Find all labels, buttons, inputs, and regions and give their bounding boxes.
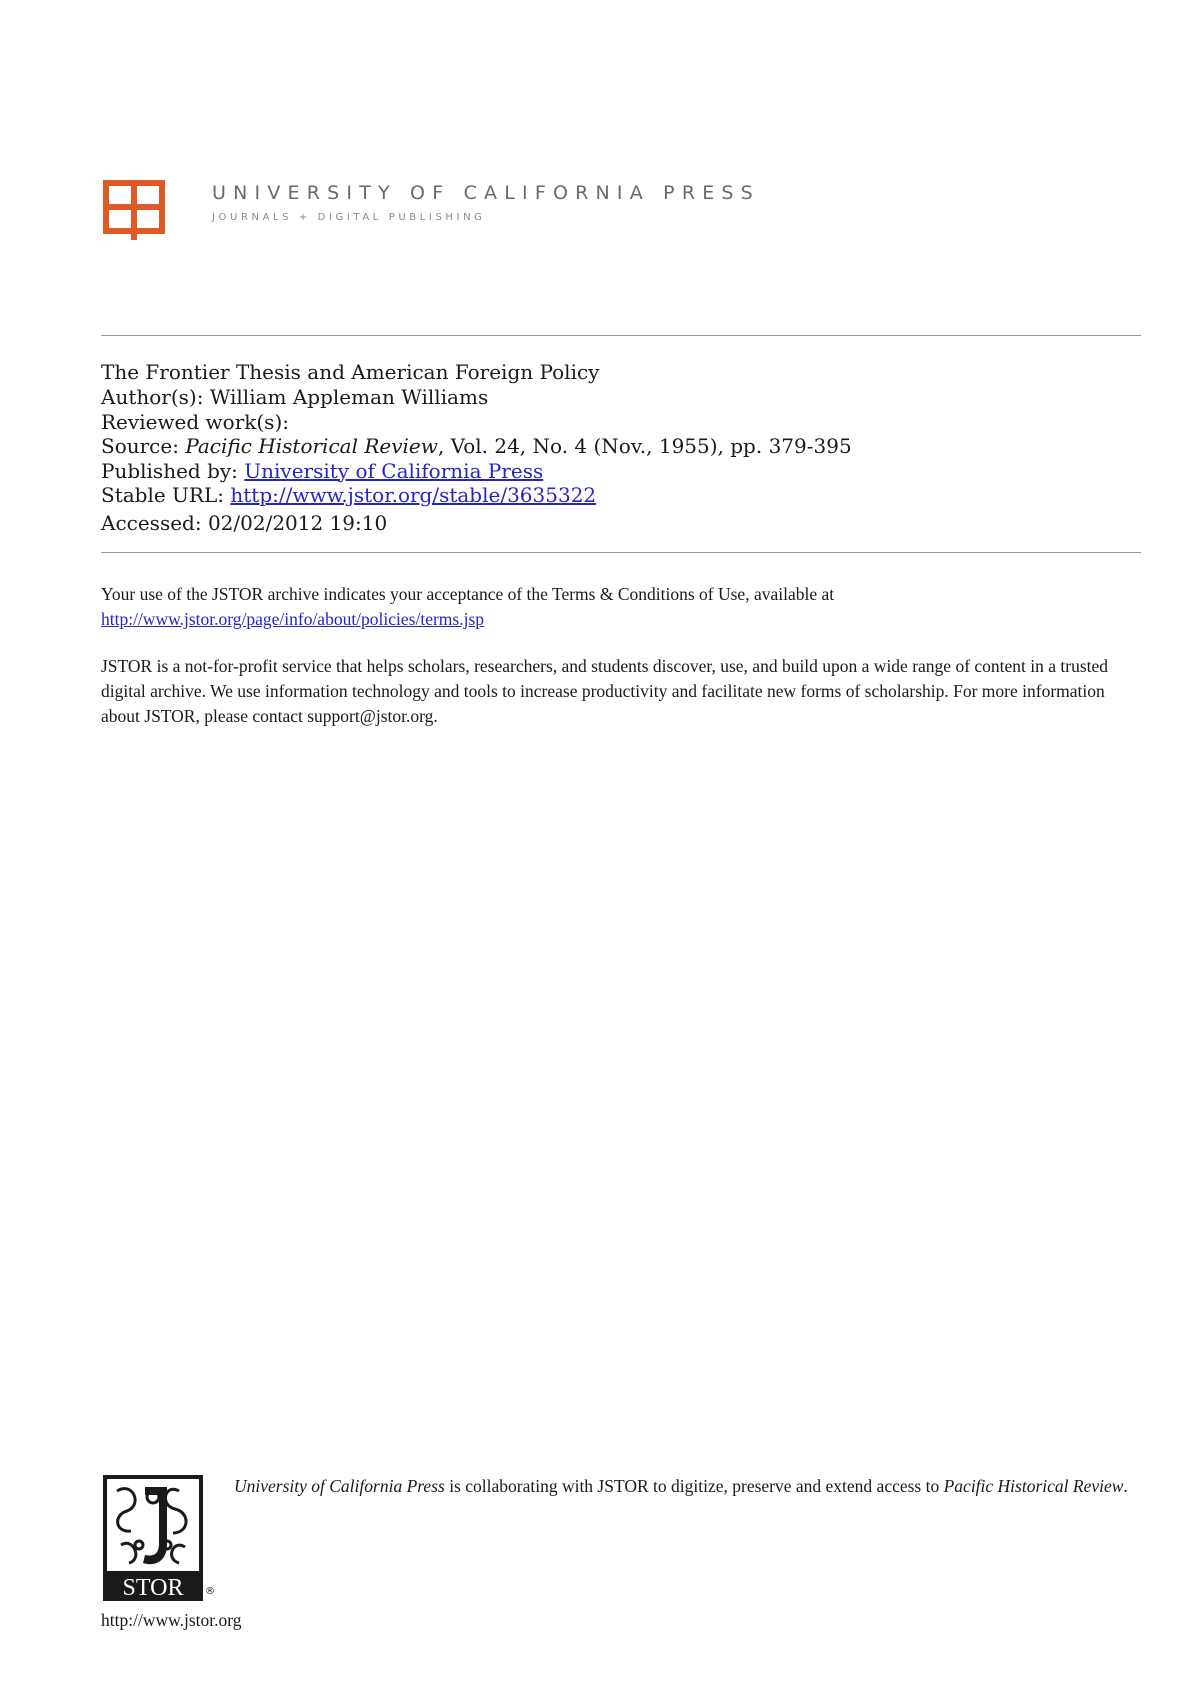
press-name: UNIVERSITY OF CALIFORNIA PRESS [212, 182, 760, 204]
stable-url-line [101, 483, 1141, 508]
accessed-date: 02/02/2012 19:10 [207, 510, 388, 535]
terms-text: Your use of the JSTOR archive indicates your acceptance of the Terms & Conditions of Use, available at [101, 584, 835, 604]
jstor-url[interactable]: http://www.jstor.org [101, 1610, 242, 1630]
article-title: The Frontier Thesis and American Foreign Policy [101, 360, 600, 384]
reviewed-line [101, 410, 1141, 435]
bottom-divider [101, 552, 1141, 553]
source-label: Source: [101, 434, 179, 458]
author-line [101, 385, 1141, 410]
source-line [101, 434, 1141, 459]
source-details: , Vol. 24, No. 4 (Nov., 1955), pp. 379-395 [437, 434, 852, 458]
publisher-link[interactable]: University of California Press [244, 458, 544, 483]
terms-notice [101, 582, 1146, 632]
press-subtitle: JOURNALS + DIGITAL PUBLISHING [212, 212, 486, 223]
top-divider [101, 335, 1141, 336]
registered-mark: ® [205, 1586, 215, 1597]
stable-url-link[interactable]: http://www.jstor.org/stable/3635322 [230, 483, 597, 507]
terms-link[interactable]: http://www.jstor.org/page/info/about/policies/terms.jsp [101, 609, 485, 629]
collab-text: is collaborating with JSTOR to digitize, preserve and extend access to [444, 1476, 944, 1496]
accessed-line [101, 511, 1141, 536]
author-label: Author(s): [101, 385, 204, 409]
reviewed-label: Reviewed work(s): [101, 409, 289, 434]
jstor-logo-text: STOR [122, 1575, 184, 1601]
published-label: Published by: [101, 458, 238, 483]
collab-journal: Pacific Historical Review [943, 1476, 1124, 1496]
ucpress-logo-icon [103, 180, 165, 242]
article-metadata [101, 360, 1141, 535]
collaboration-note [234, 1478, 1134, 1495]
collab-press: University of California Press [234, 1476, 445, 1496]
source-journal: Pacific Historical Review [185, 434, 438, 458]
stable-url-label: Stable URL: [101, 483, 224, 507]
accessed-label: Accessed: [101, 510, 202, 535]
publisher-line [101, 459, 1141, 484]
jstor-logo-icon [103, 1475, 203, 1601]
collab-end: . [1123, 1476, 1128, 1496]
author-name: William Appleman Williams [209, 385, 489, 409]
about-jstor: JSTOR is a not-for-profit service that helps scholars, researchers, and students discover, use, and build upon a wide range of content in a trusted digital archive. We use information technology and tools to increase productivity and facilitate new forms of scholarship. For more information about JSTOR, please contact support@jstor.org. [101, 656, 1109, 726]
